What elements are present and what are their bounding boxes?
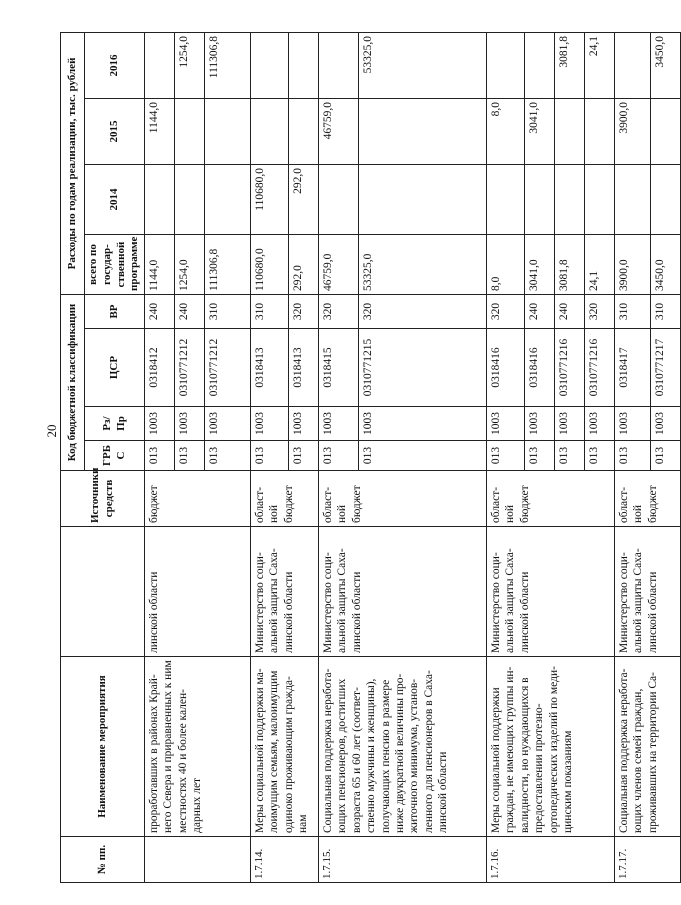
vr-code: 310 (615, 295, 651, 329)
table-row (319, 32, 359, 882)
amount-2016 (487, 32, 525, 98)
table-row (145, 32, 175, 882)
vr-code: 320 (359, 295, 487, 329)
amount-2015 (651, 99, 681, 165)
total-amount: 24,1 (585, 235, 615, 295)
funding-source: област-ной бюджет (251, 471, 319, 527)
csr-code: 0318416 (487, 329, 525, 407)
csr-code: 0310771216 (555, 329, 585, 407)
total-amount: 3450,0 (651, 235, 681, 295)
grbs-code: 013 (205, 441, 251, 471)
executor: Министерство соци-альной защиты Саха-линской области (251, 527, 319, 657)
amount-2015 (175, 99, 205, 165)
header-expenses: Расходы по годам реализации, тыс. рублей (61, 32, 85, 294)
header-total: всего по государ-ственной программе (85, 235, 145, 295)
total-amount: 3041,0 (525, 235, 555, 295)
measure-name: Меры социальной поддержки ма-лоимущим семьям, малоимущим одиноко проживающим гражда-нам (251, 657, 319, 837)
grbs-code: 013 (525, 441, 555, 471)
rzpr-code: 1003 (319, 407, 359, 441)
amount-2014 (615, 165, 651, 235)
header-vr: ВР (85, 295, 145, 329)
vr-code: 240 (145, 295, 175, 329)
grbs-code: 013 (359, 441, 487, 471)
rzpr-code: 1003 (615, 407, 651, 441)
csr-code: 0318417 (615, 329, 651, 407)
amount-2014 (175, 165, 205, 235)
grbs-code: 013 (145, 441, 175, 471)
header-source: Источники средств (61, 471, 145, 527)
header-num: № пп. (61, 837, 145, 883)
row-number (145, 837, 251, 883)
row-number: 1.7.16. (487, 837, 615, 883)
amount-2014 (145, 165, 175, 235)
total-amount: 3081,8 (555, 235, 585, 295)
amount-2014 (319, 165, 359, 235)
measure-name: Социальная поддержка неработа-ющих членов семей граждан, проживавших на территории Са- (615, 657, 681, 837)
rzpr-code: 1003 (175, 407, 205, 441)
csr-code: 0310771212 (205, 329, 251, 407)
measure-name: Меры социальной поддержки граждан, не имеющих группы ин-валидности, но нуждающихся в предоставлении протезно-ортопедических изделий по меди-цинским показаниям (487, 657, 615, 837)
rzpr-code: 1003 (359, 407, 487, 441)
csr-code: 0310771216 (585, 329, 615, 407)
grbs-code: 013 (555, 441, 585, 471)
funding-source: област-ной бюджет (615, 471, 681, 527)
rzpr-code: 1003 (145, 407, 175, 441)
amount-2016 (251, 32, 289, 98)
measure-name: Социальная поддержка неработа-ющих пенсионеров, достигших возраста 65 и 60 лет (соответ-ственно мужчины и женщины), получающих пенсию в размере ниже двукратной величины про-житочного минимума, установ-ленного для пенсионеров в Саха-линской области (319, 657, 487, 837)
vr-code: 320 (585, 295, 615, 329)
grbs-code: 013 (251, 441, 289, 471)
rzpr-code: 1003 (525, 407, 555, 441)
vr-code: 320 (319, 295, 359, 329)
amount-2016 (145, 32, 175, 98)
executor: Министерство соци-альной защиты Саха-линской области (487, 527, 615, 657)
row-number: 1.7.14. (251, 837, 319, 883)
vr-code: 310 (651, 295, 681, 329)
amount-2015: 1144,0 (145, 99, 175, 165)
total-amount: 292,0 (289, 235, 319, 295)
csr-code: 0318413 (251, 329, 289, 407)
amount-2015 (251, 99, 289, 165)
amount-2015 (359, 99, 487, 165)
total-amount: 8,0 (487, 235, 525, 295)
amount-2015 (205, 99, 251, 165)
csr-code: 0318415 (319, 329, 359, 407)
amount-2016 (615, 32, 651, 98)
total-amount: 1144,0 (145, 235, 175, 295)
grbs-code: 013 (651, 441, 681, 471)
row-number: 1.7.17. (615, 837, 681, 883)
amount-2016 (525, 32, 555, 98)
amount-2015 (555, 99, 585, 165)
amount-2014: 292,0 (289, 165, 319, 235)
header-2016: 2016 (85, 32, 145, 98)
table-row (251, 32, 289, 882)
header-executor (61, 527, 145, 657)
amount-2016 (319, 32, 359, 98)
total-amount: 53325,0 (359, 235, 487, 295)
amount-2016: 1254,0 (175, 32, 205, 98)
amount-2014 (525, 165, 555, 235)
rzpr-code: 1003 (585, 407, 615, 441)
amount-2015: 8,0 (487, 99, 525, 165)
grbs-code: 013 (319, 441, 359, 471)
page-number: 20 (44, 424, 59, 438)
total-amount: 3900,0 (615, 235, 651, 295)
grbs-code: 013 (615, 441, 651, 471)
rzpr-code: 1003 (205, 407, 251, 441)
amount-2014 (651, 165, 681, 235)
total-amount: 46759,0 (319, 235, 359, 295)
amount-2016: 111306,8 (205, 32, 251, 98)
grbs-code: 013 (289, 441, 319, 471)
row-number: 1.7.15. (319, 837, 487, 883)
vr-code: 240 (525, 295, 555, 329)
executor: Министерство соци-альной защиты Саха-линской области (319, 527, 487, 657)
vr-code: 240 (555, 295, 585, 329)
amount-2014 (555, 165, 585, 235)
rzpr-code: 1003 (555, 407, 585, 441)
vr-code: 310 (251, 295, 289, 329)
total-amount: 111306,8 (205, 235, 251, 295)
table-row (487, 32, 525, 882)
csr-code: 0318412 (145, 329, 175, 407)
csr-code: 0310771217 (651, 329, 681, 407)
amount-2014 (205, 165, 251, 235)
table-body (145, 32, 681, 882)
header-budget-code: Код бюджетной классификации (61, 295, 85, 471)
funding-source: бюджет (145, 471, 251, 527)
measure-name: проработавших в районах Край-него Севера и приравненных к ним местностях 40 и более кален-дарных лет (145, 657, 251, 837)
csr-code: 0318416 (525, 329, 555, 407)
rzpr-code: 1003 (289, 407, 319, 441)
rzpr-code: 1003 (487, 407, 525, 441)
vr-code: 310 (205, 295, 251, 329)
amount-2016: 3081,8 (555, 32, 585, 98)
amount-2014 (359, 165, 487, 235)
amount-2015: 3900,0 (615, 99, 651, 165)
amount-2014 (585, 165, 615, 235)
table-row (615, 32, 651, 882)
amount-2015 (289, 99, 319, 165)
header-name: Наименование мероприятия (61, 657, 145, 837)
amount-2016 (289, 32, 319, 98)
header-csr: ЦСР (85, 329, 145, 407)
amount-2015 (585, 99, 615, 165)
total-amount: 1254,0 (175, 235, 205, 295)
executor: Министерство соци-альной защиты Саха-линской области (615, 527, 681, 657)
rzpr-code: 1003 (251, 407, 289, 441)
executor: линской области (145, 527, 251, 657)
csr-code: 0310771215 (359, 329, 487, 407)
csr-code: 0310771212 (175, 329, 205, 407)
amount-2014: 110680,0 (251, 165, 289, 235)
total-amount: 110680,0 (251, 235, 289, 295)
funding-source: област-ной бюджет (487, 471, 615, 527)
header-rzpr: Рз/ Пр (85, 407, 145, 441)
amount-2015: 46759,0 (319, 99, 359, 165)
header-2014: 2014 (85, 165, 145, 235)
grbs-code: 013 (175, 441, 205, 471)
amount-2016: 53325,0 (359, 32, 487, 98)
rzpr-code: 1003 (651, 407, 681, 441)
budget-table (60, 32, 681, 883)
amount-2015: 3041,0 (525, 99, 555, 165)
grbs-code: 013 (585, 441, 615, 471)
header-2015: 2015 (85, 99, 145, 165)
amount-2016: 24,1 (585, 32, 615, 98)
csr-code: 0318413 (289, 329, 319, 407)
vr-code: 320 (289, 295, 319, 329)
grbs-code: 013 (487, 441, 525, 471)
funding-source: област-ной бюджет (319, 471, 487, 527)
amount-2016: 3450,0 (651, 32, 681, 98)
vr-code: 320 (487, 295, 525, 329)
rotated-page (60, 33, 666, 883)
vr-code: 240 (175, 295, 205, 329)
header-grbs: ГРБ С (85, 441, 145, 471)
amount-2014 (487, 165, 525, 235)
